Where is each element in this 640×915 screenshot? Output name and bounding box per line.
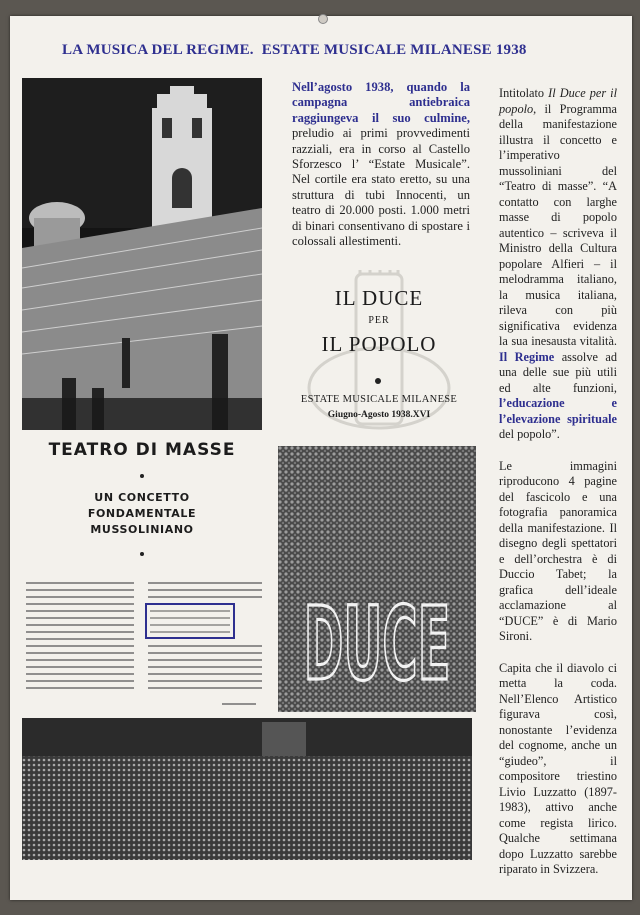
intro-lead: Nell’agosto 1938, quando la campagna antiebraica raggiungeva il suo culmine, xyxy=(292,80,470,125)
intro-text xyxy=(292,80,470,249)
article-text-block xyxy=(26,580,262,712)
p1-italic-title: Il Duce per il popolo xyxy=(499,86,617,116)
teatro-title: TEATRO DI MASSE xyxy=(48,440,236,460)
teatro-line-3: MUSSOLINIANO xyxy=(90,523,194,536)
teatro-bullet xyxy=(140,474,144,478)
p1-text-b: , il Programma della manifestazione illustra il concetto e l’imperativo mussoliniani del “Teatro di masse”. “A contatto con larghe masse di popolo autentico – scriveva il Ministro della Cultura popolare Alfieri – il melodramma italiano, la musica italiana, rileva con più significativa evidenza la sua inesausta vitalità. xyxy=(499,101,617,348)
teatro-di-masse-page xyxy=(22,438,262,556)
teatro-bullet-2 xyxy=(140,552,144,556)
right-paragraph-3: Capita che il diavolo ci metta la coda. Nell’Elenco Artistico figurava così, nonostante l’evidenza del cognome, anche un “giudeo”, il compositore triestino Livio Luzzatto (1897-1983), attivo anche come regista lirico. Qualche settimana dopo Luzzatto sarebbe riparato in Svizzera. xyxy=(499,660,617,876)
right-paragraph-2: Le immagini riproducono 4 pagine del fascicolo e una fotografia panoramica della manifestazione. Il disegno degli spettatori e dell’orchestra è di Duccio Tabet; la grafica dell’ideale acclamazione al “DUCE” è di Mario Sironi. xyxy=(499,458,617,643)
cover-line-estate: ESTATE MUSICALE MILANESE xyxy=(300,394,458,405)
teatro-line-1: UN CONCETTO xyxy=(94,491,190,504)
teatro-subtitle xyxy=(22,490,262,538)
panel-header xyxy=(62,42,602,59)
teatro-line-2: FONDAMENTALE xyxy=(87,507,197,520)
intro-body: preludio ai primi provvedimenti razziali, era in corso al Castello Sforzesco l’ “Estate Musicale”. Nel cortile era stato eretto, su una struttura di tubi Innocenti, un teatro di 20.000 posti. 1.000 metri di binari consentivano di spostare i colossali allestimenti. xyxy=(292,126,470,249)
p1-text-c: assolve ad una delle sue più utili ed alte funzioni, xyxy=(499,349,617,395)
right-paragraph-1 xyxy=(499,86,617,443)
program-cover xyxy=(286,268,472,440)
header-title: LA MUSICA DEL REGIME. xyxy=(62,42,254,58)
cover-line-per: PER xyxy=(368,315,390,326)
p1-text-d: del popolo”. xyxy=(499,427,560,441)
panoramic-crowd-photo xyxy=(22,718,472,860)
header-subtitle: ESTATE MUSICALE MILANESE 1938 xyxy=(261,42,527,58)
cover-line-duce: IL DUCE xyxy=(334,286,424,310)
castle-drawing-image xyxy=(22,78,262,430)
pin-icon xyxy=(318,14,328,24)
duce-word: DUCE xyxy=(303,584,451,704)
cover-bullet xyxy=(375,378,381,384)
cover-line-popolo: IL POPOLO xyxy=(321,332,437,356)
right-text-column xyxy=(499,86,617,894)
p1-regime: Il Regime xyxy=(499,349,555,364)
cover-line-dates: Giugno-Agosto 1938.XVI xyxy=(327,410,431,420)
duce-acclamation-image xyxy=(278,446,476,712)
p1-text-a: Intitolato xyxy=(499,86,549,100)
p1-educazione: l’educazione e l’elevazione spirituale xyxy=(499,396,617,426)
